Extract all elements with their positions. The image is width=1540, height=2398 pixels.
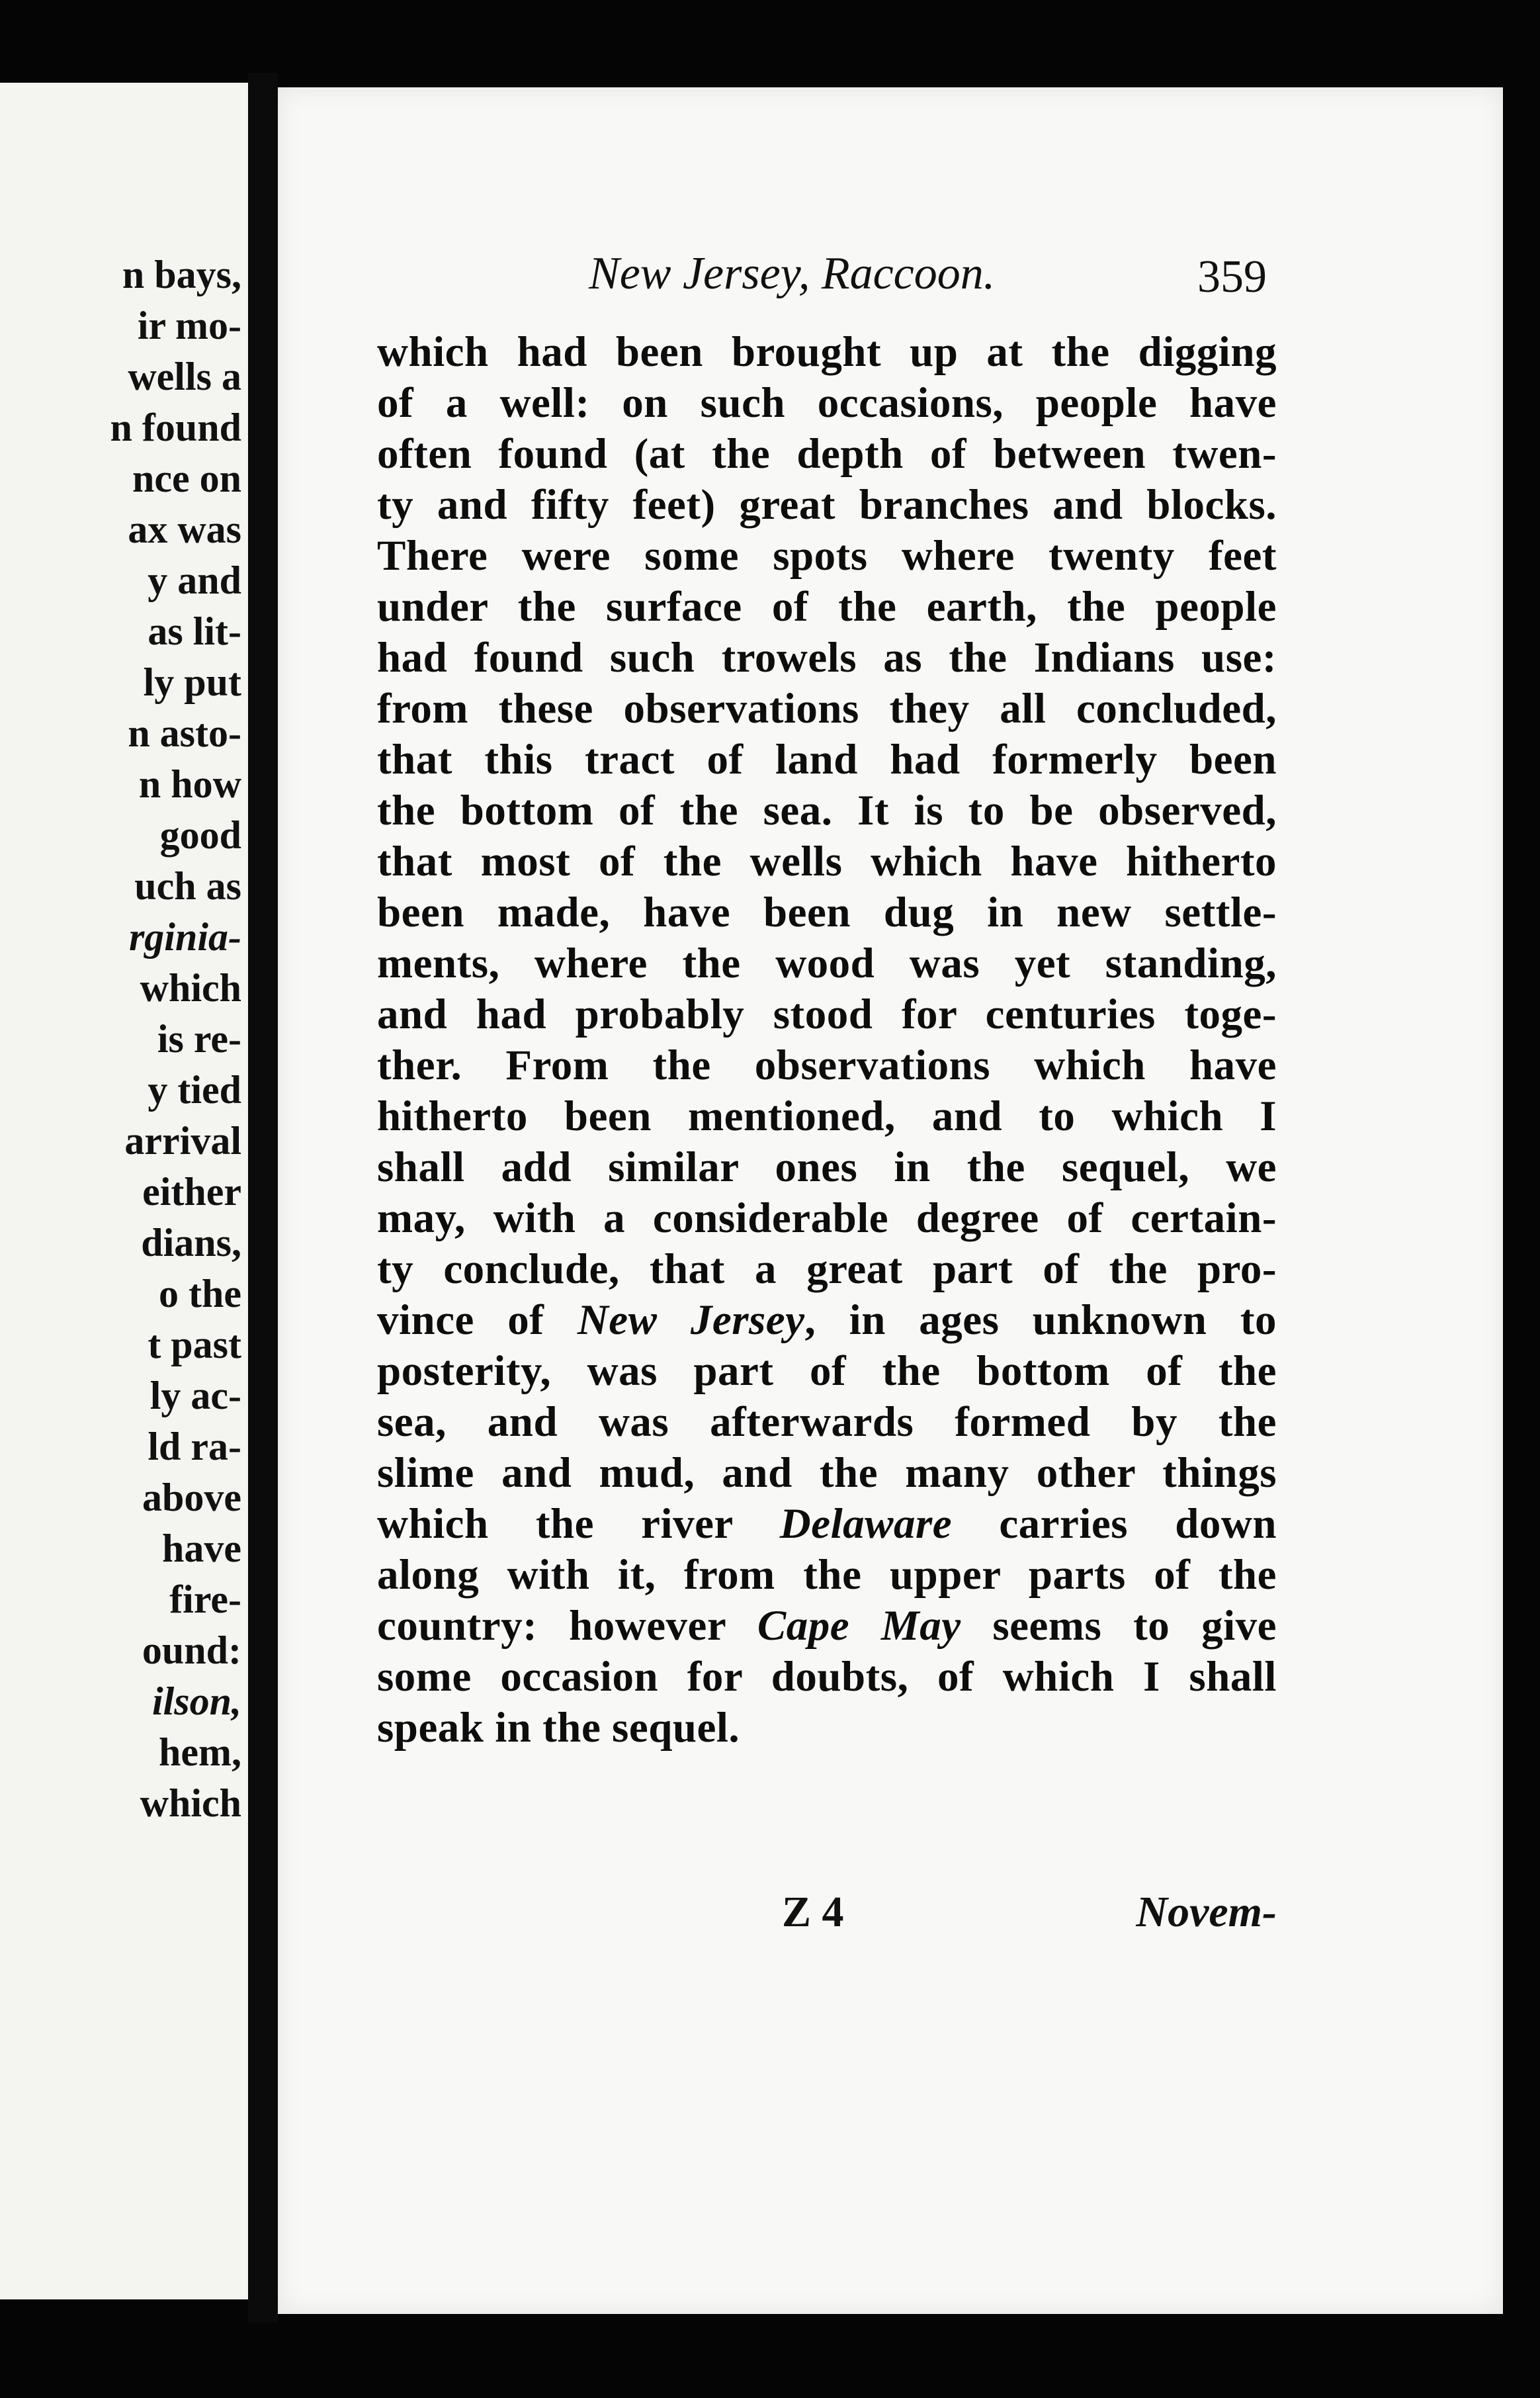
body-line: ty conclude, that a great part of the pro- xyxy=(377,1245,1277,1293)
body-line: sea, and was afterwards formed by the xyxy=(377,1398,1277,1446)
book-gutter xyxy=(248,73,278,2323)
left-page-line: hem, xyxy=(159,1730,241,1774)
left-page-line: t past xyxy=(148,1323,241,1366)
body-line: under the surface of the earth, the people xyxy=(377,583,1277,631)
left-page-line: ir mo- xyxy=(137,304,241,347)
left-page-line: ound: xyxy=(142,1628,241,1672)
body-line: posterity, was part of the bottom of the xyxy=(377,1347,1277,1395)
left-page-line: have xyxy=(162,1527,241,1570)
left-page-line: arrival xyxy=(124,1119,241,1163)
left-page-line: n asto- xyxy=(128,711,241,755)
body-line: slime and mud, and the many other things xyxy=(377,1449,1277,1497)
body-line: hitherto been mentioned, and to which I xyxy=(377,1092,1277,1140)
left-page-line: ly ac- xyxy=(150,1374,241,1417)
left-page-line: is re- xyxy=(157,1017,241,1061)
left-page-line: which xyxy=(140,966,241,1010)
left-page-line: y tied xyxy=(148,1068,241,1112)
right-page xyxy=(278,87,1503,2314)
left-page-line: dians, xyxy=(141,1221,241,1265)
left-page-line: n bays, xyxy=(122,253,241,296)
left-page-line: nce on xyxy=(132,457,241,500)
left-page-line: fire- xyxy=(169,1577,241,1621)
body-line: often found (at the depth of between twen- xyxy=(377,430,1277,478)
left-page-line: ly put xyxy=(143,660,241,704)
body-line: had found such trowels as the Indians use: xyxy=(377,634,1277,682)
body-line: some occasion for doubts, of which I shall xyxy=(377,1653,1277,1701)
page-header xyxy=(278,241,1277,314)
left-page-line: above xyxy=(142,1476,241,1519)
body-line: along with it, from the upper parts of the xyxy=(377,1551,1277,1599)
left-page-line: good xyxy=(159,813,241,857)
body-line: ty and fifty feet) great branches and blocks. xyxy=(377,481,1277,529)
left-page-line: n found xyxy=(110,406,241,449)
body-line: ments, where the wood was yet standing, xyxy=(377,940,1277,987)
body-line: from these observations they all concluded, xyxy=(377,685,1277,733)
left-page-line: either xyxy=(142,1170,241,1214)
body-line: that this tract of land had formerly been xyxy=(377,736,1277,783)
body-line: vince of New Jersey, in ages unknown to xyxy=(377,1296,1277,1344)
body-line: may, with a considerable degree of certain- xyxy=(377,1194,1277,1242)
left-page-line: o the xyxy=(159,1272,241,1315)
left-page-line: rginia- xyxy=(128,915,241,959)
left-page-line: y and xyxy=(148,558,241,602)
left-page-line: as lit- xyxy=(148,609,241,653)
body-line: speak in the sequel. xyxy=(377,1704,740,1752)
body-line: shall add similar ones in the sequel, we xyxy=(377,1143,1277,1191)
running-title: New Jersey, Raccoon. xyxy=(589,248,996,299)
body-line: that most of the wells which have hitherto xyxy=(377,838,1277,885)
left-page-line: uch as xyxy=(134,864,241,908)
body-line: which had been brought up at the digging xyxy=(377,328,1277,376)
left-page-line: ilson, xyxy=(151,1679,241,1723)
catchword: Novem- xyxy=(1136,1888,1277,1936)
left-facing-page xyxy=(0,83,248,2299)
left-page-line: which xyxy=(140,1781,241,1825)
left-page-line: n how xyxy=(138,762,241,806)
body-line: which the river Delaware carries down xyxy=(377,1500,1277,1548)
left-page-line: wells a xyxy=(128,355,241,398)
body-line: the bottom of the sea. It is to be observed, xyxy=(377,787,1277,834)
left-page-line: ld ra- xyxy=(148,1425,241,1468)
body-line: There were some spots where twenty feet xyxy=(377,532,1277,580)
body-line: ther. From the observations which have xyxy=(377,1042,1277,1089)
body-line: of a well: on such occasions, people have xyxy=(377,379,1277,427)
page-footer xyxy=(377,1887,1277,1947)
body-line: country: however Cape May seems to give xyxy=(377,1602,1277,1650)
left-page-line: ax was xyxy=(128,508,241,551)
page-number: 359 xyxy=(1197,251,1267,302)
body-line: been made, have been dug in new settle- xyxy=(377,889,1277,936)
body-text xyxy=(377,327,1277,1754)
body-line: and had probably stood for centuries toge- xyxy=(377,991,1277,1038)
signature-mark: Z 4 xyxy=(782,1888,844,1936)
